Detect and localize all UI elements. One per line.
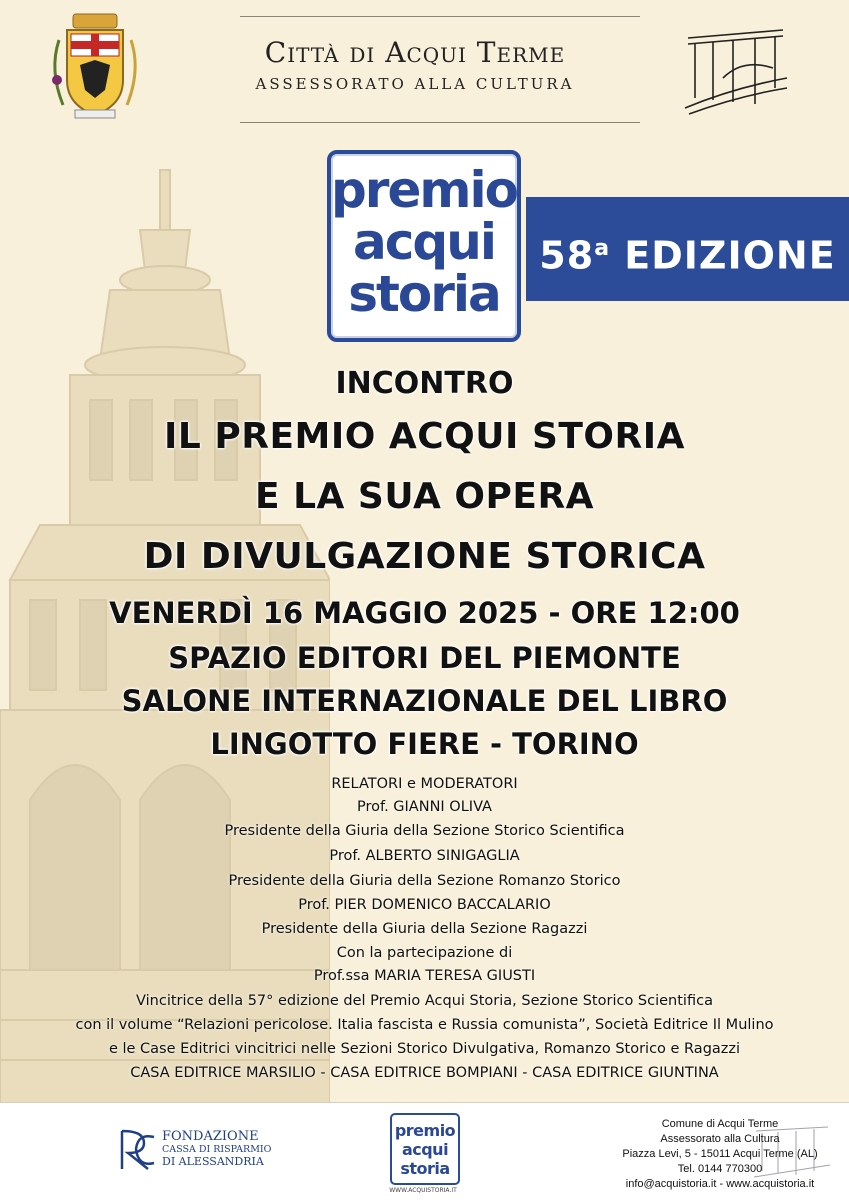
contact-block	[600, 1117, 840, 1192]
event-venue-line-1: SPAZIO EDITORI DEL PIEMONTE	[168, 641, 681, 675]
speaker-line: CASA EDITRICE MARSILIO - CASA EDITRICE BOMPIANI - CASA EDITRICE GIUNTINA	[130, 1065, 719, 1081]
fondazione-line-3: DI ALESSANDRIA	[162, 1155, 264, 1168]
logo-word-acqui: acqui	[353, 213, 495, 271]
contact-line-4: Tel. 0144 770300	[677, 1163, 763, 1175]
acqui-terme-crest-icon	[45, 10, 145, 125]
event-venue-line-3: LINGOTTO FIERE - TORINO	[210, 727, 639, 761]
city-name: Città di Acqui Terme	[264, 36, 566, 69]
fondazione-monogram-icon	[118, 1127, 158, 1173]
speaker-line: Prof. PIER DOMENICO BACCALARIO	[298, 897, 551, 913]
pavilion-sketch-icon	[683, 18, 788, 118]
event-venue-line-2: SALONE INTERNAZIONALE DEL LIBRO	[121, 684, 728, 718]
speaker-line: Con la partecipazione di	[336, 945, 513, 961]
speakers-heading: RELATORI e MODERATORI	[331, 776, 518, 792]
contact-line-1: Comune di Acqui Terme	[661, 1118, 779, 1130]
speaker-line: Prof.ssa MARIA TERESA GIUSTI	[313, 968, 536, 984]
contact-line-3: Piazza Levi, 5 - 15011 Acqui Terme (AL)	[622, 1148, 818, 1160]
event-type: INCONTRO	[335, 366, 514, 401]
fondazione-name	[162, 1129, 271, 1168]
fondazione-line-1: FONDAZIONE	[162, 1129, 259, 1144]
edition-label: EDIZIONE	[624, 233, 836, 278]
speaker-line: Prof. GIANNI OLIVA	[357, 799, 492, 815]
speaker-line: Presidente della Giuria della Sezione Romanzo Storico	[228, 873, 621, 889]
contact-line-5: info@acquistoria.it - www.acquistoria.it	[625, 1178, 815, 1190]
speaker-line: Presidente della Giuria della Sezione Ragazzi	[261, 921, 588, 937]
department-name: ASSESSORATO ALLA CULTURA	[255, 75, 575, 93]
event-title-line-2: E LA SUA OPERA	[254, 476, 595, 517]
speaker-line: Prof. ALBERTO SINIGAGLIA	[329, 848, 520, 864]
contact-line-2: Assessorato alla Cultura	[660, 1133, 780, 1145]
footer	[0, 1102, 849, 1200]
edition-number: 58	[539, 233, 595, 278]
mini-logo-word-storia: storia	[400, 1159, 450, 1178]
logo-word-storia: storia	[348, 265, 500, 323]
fondazione-line-2: CASSA DI RISPARMIO	[162, 1144, 272, 1155]
speaker-line: e le Case Editrici vincitrici nelle Sezioni Storico Divulgativa, Romanzo Storico e Ragazzi	[108, 1041, 741, 1057]
speaker-line: Presidente della Giuria della Sezione Storico Scientifica	[224, 823, 625, 839]
footer-logo-url: WWW.ACQUISTORIA.IT	[389, 1187, 457, 1194]
logo-word-premio: premio	[331, 161, 517, 219]
footer-premio-logo	[390, 1113, 460, 1185]
header-divider-top	[240, 16, 640, 17]
speaker-line: con il volume “Relazioni pericolose. Italia fascista e Russia comunista”, Società Editrice Il Mulino	[75, 1017, 774, 1033]
header-divider-bottom	[240, 122, 640, 123]
edition-ordinal: a	[594, 236, 611, 261]
mini-logo-word-acqui: acqui	[401, 1140, 449, 1159]
mini-logo-word-premio: premio	[394, 1121, 456, 1140]
event-datetime: VENERDÌ 16 MAGGIO 2025 - ORE 12:00	[109, 596, 740, 630]
premio-acqui-storia-logo	[327, 150, 521, 342]
speaker-line: Vincitrice della 57° edizione del Premio Acqui Storia, Sezione Storico Scientifica	[136, 993, 713, 1009]
event-title-line-1: IL PREMIO ACQUI STORIA	[163, 416, 686, 457]
edition-banner	[526, 197, 849, 301]
event-title-line-3: DI DIVULGAZIONE STORICA	[143, 536, 706, 577]
